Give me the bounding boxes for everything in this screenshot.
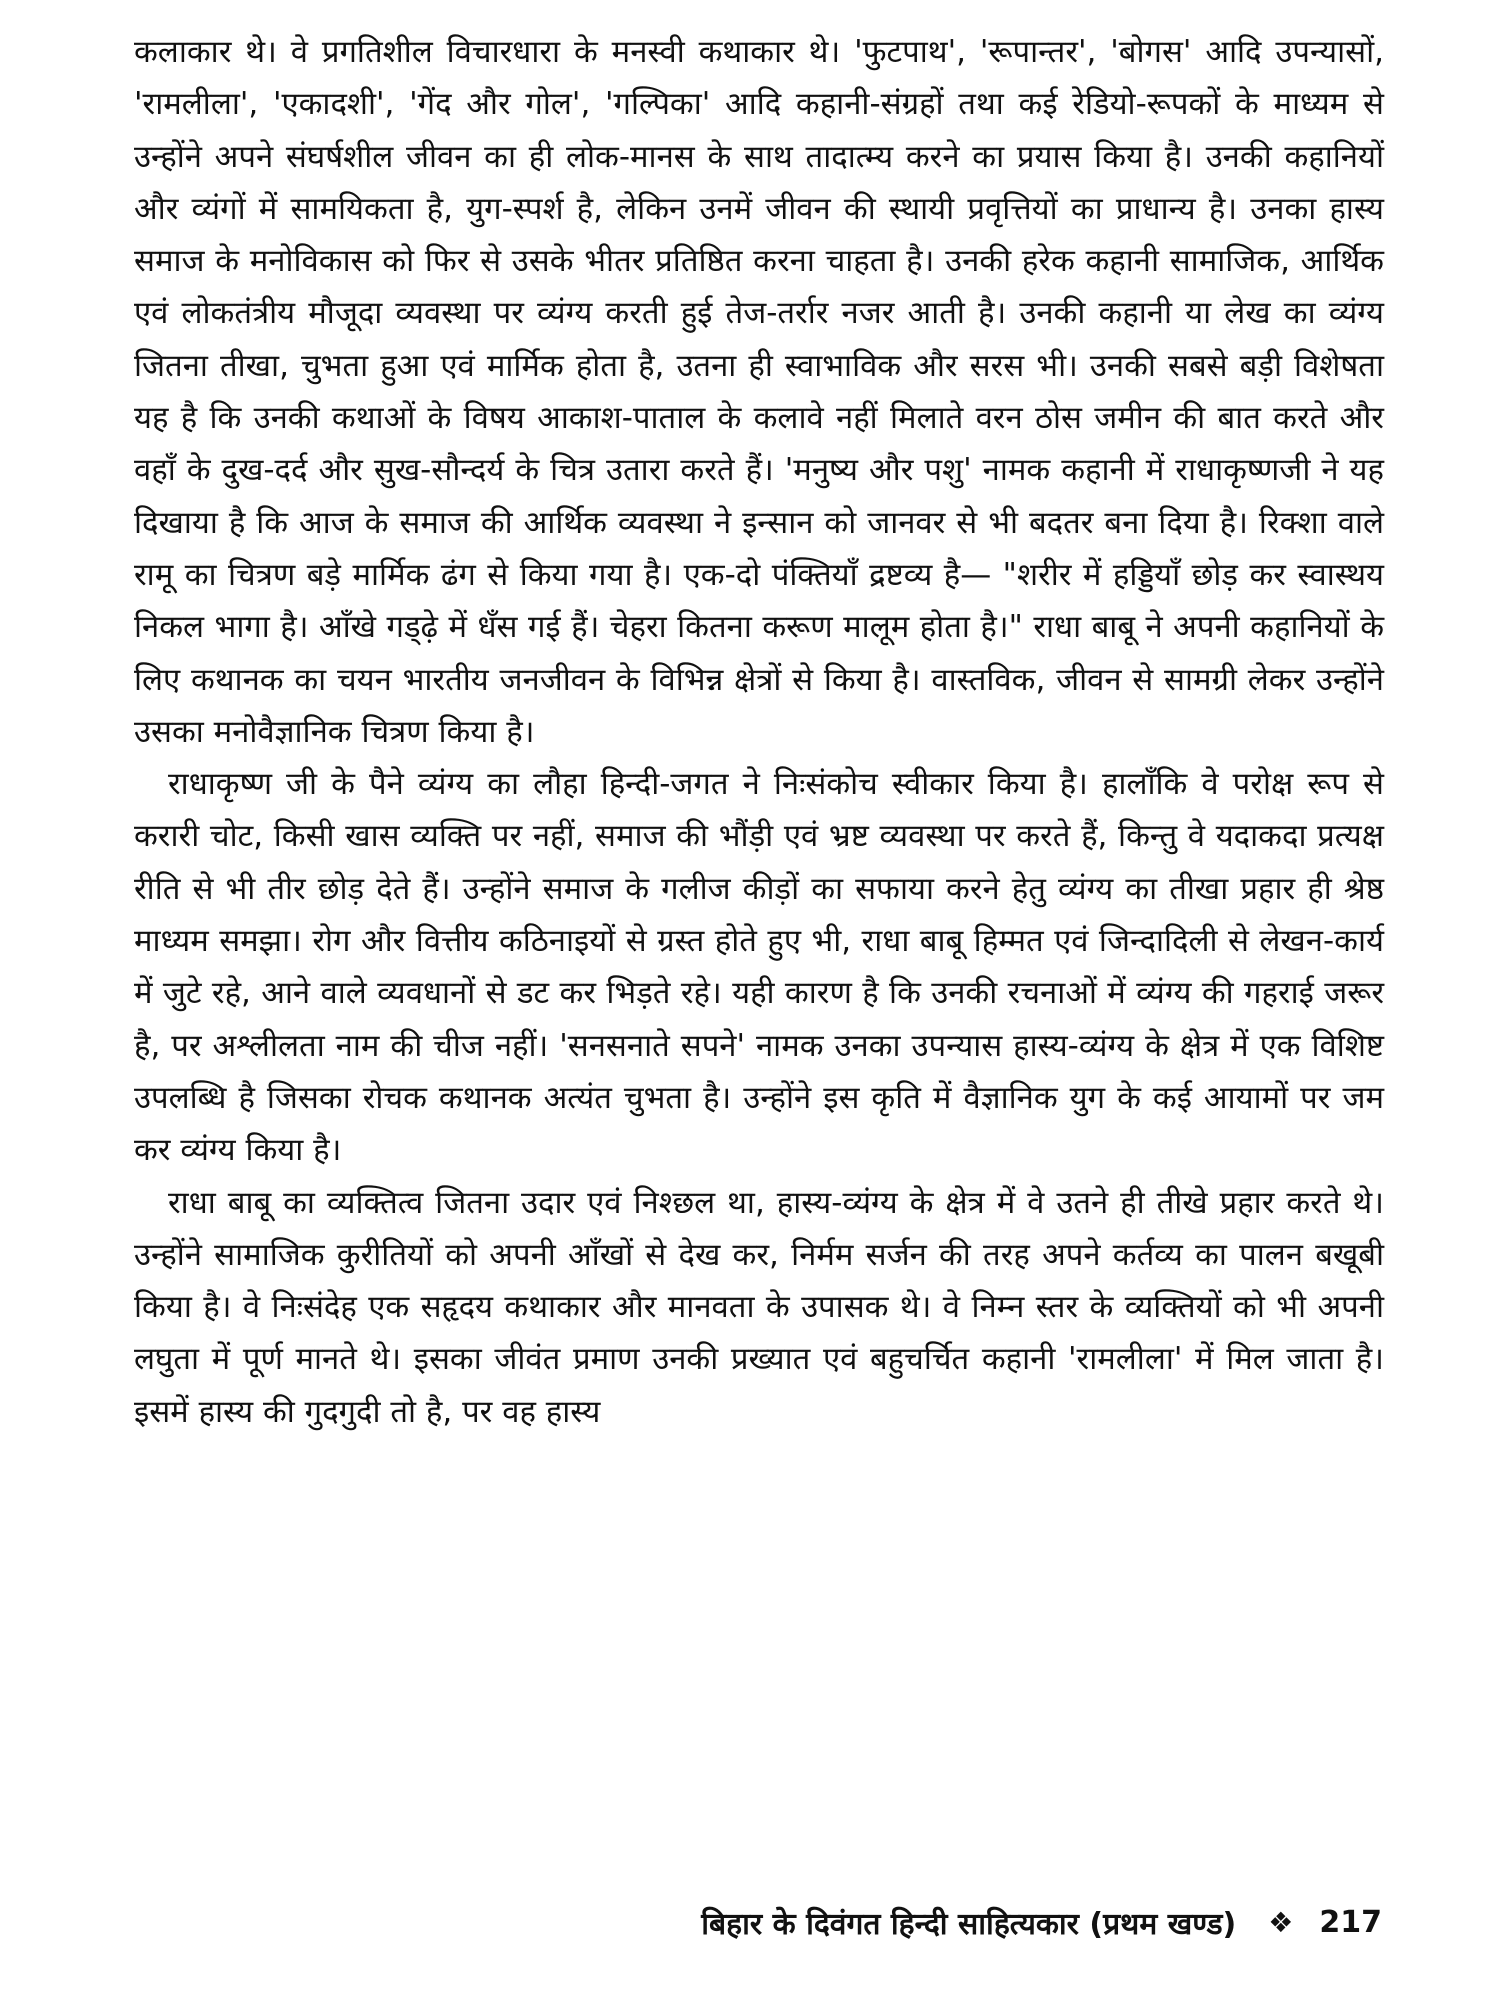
ornament-icon: ❖ — [1268, 1905, 1294, 1939]
footer-book-title: बिहार के दिवंगत हिन्दी साहित्यकार (प्रथम खण्ड) — [701, 1906, 1237, 1942]
paragraph-continuation: कलाकार थे। वे प्रगतिशील विचारधारा के मनस्वी कथाकार थे। 'फुटपाथ', 'रूपान्तर', 'बोगस' आदि उपन्यासों, 'रामलीला', 'एकादशी', 'गेंद और गोल', 'गल्पिका' आदि कहानी-संग्रहों तथा कई रेडियो-रूपकों के माध्यम से उन्होंने अपने संघर्षशील जीवन का ही लोक-मानस के साथ तादात्म्य करने का प्रयास किया है। उनकी कहानियों और व्यंगों में सामयिकता है, युग-स्पर्श है, लेकिन उनमें जीवन की स्थायी प्रवृत्तियों का प्राधान्य है। उनका हास्य समाज के मनोविकास को फिर से उसके भीतर प्रतिष्ठित करना चाहता है। उनकी हरेक कहानी सामाजिक, आर्थिक एवं लोकतंत्रीय मौजूदा व्यवस्था पर व्यंग्य करती हुई तेज-तर्रार नजर आती है। उनकी कहानी या लेख का व्यंग्य जितना तीखा, चुभता हुआ एवं मार्मिक होता है, उतना ही स्वाभाविक और सरस भी। उनकी सबसे बड़ी विशेषता यह है कि उनकी कथाओं के विषय आकाश-पाताल के कलावे नहीं मिलाते वरन ठोस जमीन की बात करते और वहाँ के दुख-दर्द और सुख-सौन्दर्य के चित्र उतारा करते हैं। 'मनुष्य और पशु' नामक कहानी में राधाकृष्णजी ने यह दिखाया है कि आज के समाज की आर्थिक व्यवस्था ने इन्सान को जानवर से भी बदतर बना दिया है। रिक्शा वाले रामू का चित्रण बड़े मार्मिक ढंग से किया गया है। एक-दो पंक्तियाँ द्रष्टव्य है— "शरीर में हड्डियाँ छोड़ कर स्वास्थय निकल भागा है। आँखे गड्ढ़े में धँस गई हैं। चेहरा कितना करूण मालूम होता है।" राधा बाबू ने अपनी कहानियों के लिए कथानक का चयन भारतीय जनजीवन के विभिन्न क्षेत्रों से किया है। वास्तविक, जीवन से सामग्री लेकर उन्होंने उसका मनोवैज्ञानिक चित्रण किया है। — [134, 34, 1384, 750]
paragraph-vyaktitva: राधा बाबू का व्यक्तित्व जितना उदार एवं निश्छल था, हास्य-व्यंग्य के क्षेत्र में वे उतने ही तीखे प्रहार करते थे। उन्होंने सामाजिक कुरीतियों को अपनी आँखों से देख कर, निर्मम सर्जन की तरह अपने कर्तव्य का पालन बखूबी किया है। वे निःसंदेह एक सहृदय कथाकार और मानवता के उपासक थे। वे निम्न स्तर के व्यक्तियों को भी अपनी लघुता में पूर्ण मानते थे। इसका जीवंत प्रमाण उनकी प्रख्यात एवं बहुचर्चित कहानी 'रामलीला' में मिल जाता है। इसमें हास्य की गुदगुदी तो है, पर वह हास्य — [134, 1184, 1384, 1430]
page-footer — [134, 1898, 1382, 1946]
paragraph-vyangya: राधाकृष्ण जी के पैने व्यंग्य का लौहा हिन्दी-जगत ने निःसंकोच स्वीकार किया है। हालाँकि वे परोक्ष रूप से करारी चोट, किसी खास व्यक्ति पर नहीं, समाज की भौंड़ी एवं भ्रष्ट व्यवस्था पर करते हैं, किन्तु वे यदाकदा प्रत्यक्ष रीति से भी तीर छोड़ देते हैं। उन्होंने समाज के गलीज कीड़ों का सफाया करने हेतु व्यंग्य का तीखा प्रहार ही श्रेष्ठ माध्यम समझा। रोग और वित्तीय कठिनाइयों से ग्रस्त होते हुए भी, राधा बाबू हिम्मत एवं जिन्दादिली से लेखन-कार्य में जुटे रहे, आने वाले व्यवधानों से डट कर भिड़ते रहे। यही कारण है कि उनकी रचनाओं में व्यंग्य की गहराई जरूर है, पर अश्लीलता नाम की चीज नहीं। 'सनसनाते सपने' नामक उनका उपन्यास हास्य-व्यंग्य के क्षेत्र में एक विशिष्ट उपलब्धि है जिसका रोचक कथानक अत्यंत चुभता है। उन्होंने इस कृति में वैज्ञानिक युग के कई आयामों पर जम कर व्यंग्य किया है। — [134, 766, 1384, 1169]
page-number: 217 — [1319, 1904, 1382, 1940]
body-text — [134, 26, 1384, 1438]
